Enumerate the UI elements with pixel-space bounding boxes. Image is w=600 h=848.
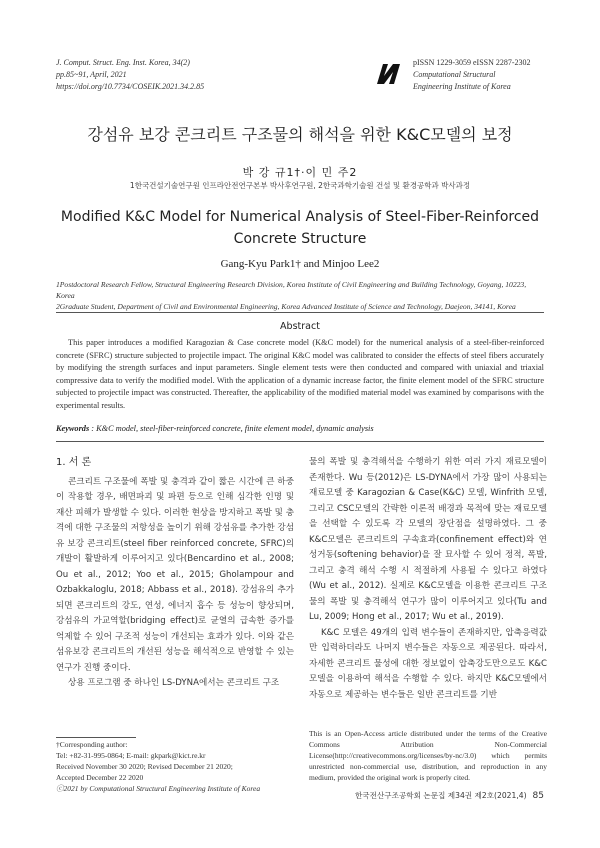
keywords — [56, 424, 544, 433]
license-notice: This is an Open-Access article distributed under the terms of the Creative Commons Attribution Non-Commercial License(http://creativecommons.org/licenses/by-nc/3.0) which permits unrestricted non-commercial use, distribution, and reproduction in any medium, provided the original work is properly cited. — [309, 729, 547, 782]
issn: pISSN 1229-3059 eISSN 2287-2302 — [413, 58, 531, 67]
left-column — [56, 455, 294, 692]
journal-citation — [56, 57, 204, 93]
publisher-line: Engineering Institute of Korea — [413, 82, 511, 91]
affiliation-line: 1Postdoctoral Research Fellow, Structural Engineering Research Division, Korea Institute of Civil Engineering and Building Technology, Goyang, 10223, Korea — [56, 280, 527, 300]
section-heading: 1. 서 론 — [56, 457, 92, 468]
footnote — [56, 739, 296, 794]
title-line: Concrete Structure — [233, 231, 367, 247]
affiliation-line: 2Graduate Student, Department of Civil and Environmental Engineering, Korea Advanced Institute of Science and Technology, Daejeon, 34141, Korea — [56, 302, 516, 311]
paragraph: K&C 모델은 49개의 입력 변수들이 존재하지만, 압축응력값만 입력하더라도 나머지 변수들은 자동으로 제공된다. 따라서, 자세한 콘크리트 물성에 대한 정보없이 압축강도만으로도 K&C모델을 이용하여 해석을 수행할 수 있다. 하지만 K&C모델에서 자동으로 제공하는 변수들은 일반 콘크리트를 기반 — [309, 627, 547, 700]
footnote-divider — [56, 737, 136, 738]
citation-line: J. Comput. Struct. Eng. Inst. Korea, 34(2) — [56, 58, 190, 67]
publisher-line: Computational Structural — [413, 70, 496, 79]
journal-issn-block — [413, 57, 531, 93]
affiliations-korean: 1한국건설기술연구원 인프라안전연구본부 박사후연구원, 2한국과학기술원 건설 및 환경공학과 박사과정 — [129, 181, 471, 190]
title-english — [0, 206, 600, 250]
paragraph: 물의 폭발 및 충격해석을 수행하기 위한 여러 가지 재료모델이 존재한다. Wu 등(2012)은 LS-DYNA에서 가장 많이 사용되는 재료모델 중 Karagozian & Case(K&C) 모델, Winfrith 모델, 그리고 CSC모델의 간략한 이론적 배경과 목적에 맞는 재료모델을 선택할 수 있도록 각 모델의 장단점을 설명하였다. 그 중 K&C모델은 콘크리트의 구속효과(confinement effect)와 연성거동(softening behavior)을 잘 묘사할 수 있어 정적, 폭발, 그리고 충격 해석 수행 시 적절하게 사용될 수 있다고 하였다(Wu et al., 2012). 실제로 K&C모델을 이용한 콘크리트 구조물의 폭발 및 충격해석 연구가 많이 이루어지고 있다(Tu and Lu, 2009; Hong et al., 2017; Wu et al., 2019). — [309, 457, 547, 622]
paragraph: 콘크리트 구조물에 폭발 및 충격과 같이 짧은 시간에 큰 하중이 작용할 경우, 배면파괴 및 파편 등으로 인해 심각한 인명 및 재산 피해가 발생할 수 있다. 이러한 현상을 방지하고 폭발 및 충격에 대한 구조물의 저항성을 높이기 위해 강섬유를 추가한 강섬유 보강 콘크리트(steel fiber reinforced concrete, SFRC)의 개발이 활발하게 이루어지고 있다(Bencardino et al., 2008; Ou et al., 2012; Yoo et al., 2015; Gholampour and Ozbakkaloglu, 2018; Abbass et al., 2018). 강섬유의 추가되면 콘크리트의 강도, 연성, 에너지 흡수 등 성능이 향상되며, 강섬유의 가교역할(bridging effect)로 균열의 급속한 증가를 억제할 수 있어 구조적 성능이 개선되는 효과가 있다. 이와 같은 섬유보강 콘크리트의 개선된 성능을 해석적으로 반영할 수 있는 연구가 진행 중이다. — [56, 476, 294, 673]
title-korean: 강섬유 보강 콘크리트 구조물의 해석을 위한 K&C모델의 보정 — [87, 125, 513, 144]
authors-korean: 박 강 규1†·이 민 주2 — [242, 166, 358, 179]
divider — [56, 312, 544, 313]
journal-name: 한국전산구조공학회 논문집 제34권 제2호(2021,4) — [354, 791, 527, 800]
footnote-line: Tel: +82-31-995-0864; E-mail: gkpark@kict.re.kr — [56, 751, 206, 760]
divider — [56, 441, 544, 442]
footnote-line: †Corresponding author: — [56, 740, 128, 749]
citation-line: pp.85~91, April, 2021 — [56, 70, 127, 79]
abstract-heading: Abstract — [280, 321, 320, 332]
page-number: 85 — [532, 791, 544, 801]
page-footer — [350, 790, 544, 801]
footnote-line: Accepted December 22 2020 — [56, 773, 144, 782]
doi-link[interactable]: https://doi.org/10.7734/COSEIK.2021.34.2.85 — [56, 82, 205, 91]
keywords-label: Keywords — [56, 424, 90, 433]
keywords-values: : K&C model, steel-fiber-reinforced concrete, finite element model, dynamic analysis — [89, 424, 374, 433]
right-column — [309, 455, 547, 703]
footnote-line: ⓒ2021 by Computational Structural Engineering Institute of Korea — [56, 784, 261, 793]
title-line: Modified K&C Model for Numerical Analysis of Steel-Fiber-Reinforced — [60, 209, 540, 225]
footnote-line: Received November 30 2020; Revised December 21 2020; — [56, 762, 233, 771]
journal-logo-icon — [374, 60, 404, 88]
authors-english: Gang-Kyu Park1† and Minjoo Lee2 — [220, 258, 380, 270]
affiliations-english — [56, 279, 546, 312]
abstract-text: This paper introduces a modified Karagozian & Case concrete model (K&C model) for the numerical analysis of a steel-fiber-reinforced concrete (SFRC) structure subjected to projectile impact. The original K&C model was calibrated to consider the effects of steel fibers accurately by modifying the strength surfaces and input parameters. Single element tests were then conducted and compared with uniaxial and triaxial compressive data to verify the modified model. With the application of a dynamic increase factor, the finite element model of the SFRC structure subjected to projectile impact was constructed. Thereafter, the applicability of the modified material model was examined by comparisons with the experimental results. — [56, 338, 544, 410]
paragraph: 상용 프로그램 중 하나인 LS-DYNA에서는 콘크리트 구조 — [68, 678, 280, 688]
